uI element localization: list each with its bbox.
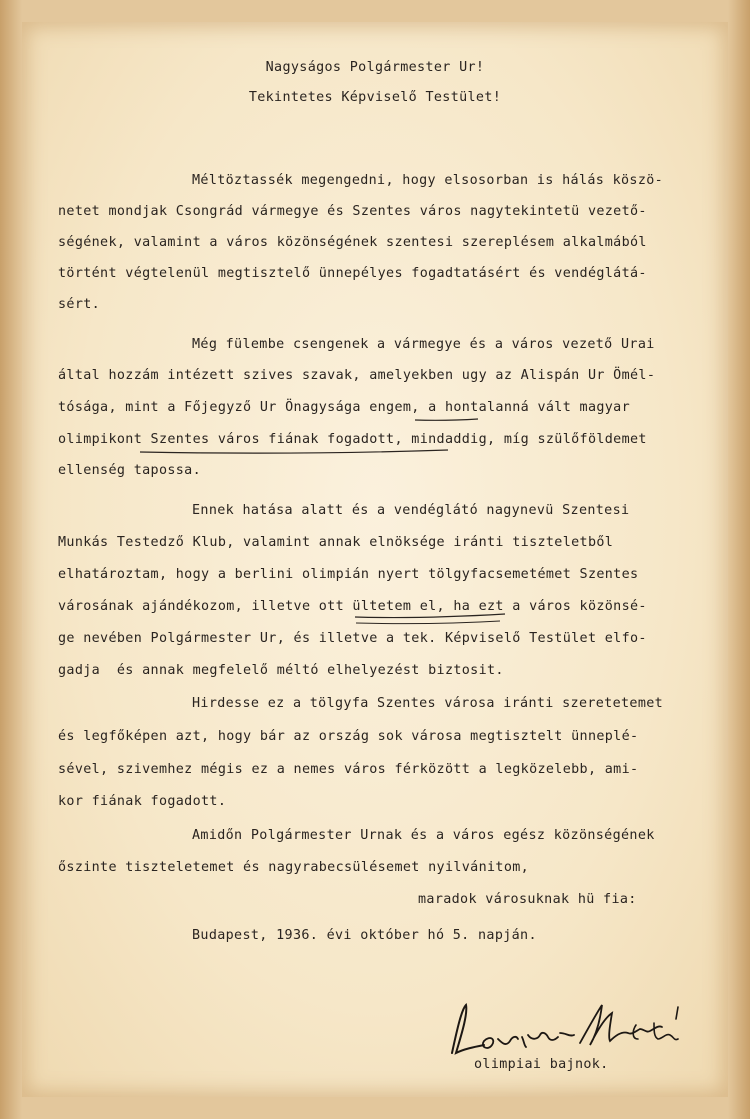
date-line: Budapest, 1936. évi október hó 5. napján. <box>192 928 537 943</box>
p4-line4: kor fiának fogadott. <box>58 794 227 809</box>
p3-line5: ge nevében Polgármester Ur, és illetve a tek. Képviselő Testület elfo- <box>58 631 647 646</box>
p3-line6: gadja és annak megfelelő méltó elhelyezést biztosit. <box>58 663 504 678</box>
p1-line4: történt végtelenül megtisztelő ünnepélyes fogadtatásért és vendéglátá- <box>58 266 647 281</box>
p2-line3: tósága, mint a Főjegyző Ur Önagysága engem, a hontalanná vált magyar <box>58 400 631 415</box>
p3-line4: városának ajándékozom, illetve ott ültetem el, ha ezt a város közönsé- <box>58 599 647 614</box>
signature-handwritten <box>440 995 710 1065</box>
salutation-mayor: Nagyságos Polgármester Ur! <box>265 60 485 75</box>
p5-line2: őszinte tiszteletemet és nagyrabecsülésemet nyilvánitom, <box>58 860 530 875</box>
p1-line5: sért. <box>58 297 101 312</box>
p2-line2: által hozzám intézett szives szavak, amelyekben ugy az Alispán Ur Ömél- <box>58 368 656 383</box>
p4-line2: és legfőképen azt, hogy bár az ország sok városa megtisztelt ünneplé- <box>58 729 639 744</box>
p1-line1: Méltöztassék megengedni, hogy elsosorban is hálás köszö- <box>192 173 664 188</box>
p3-line2: Munkás Testedző Klub, valamint annak elnöksége iránti tiszteletből <box>58 535 614 550</box>
p2-line1: Még fülembe csengenek a vármegye és a város vezető Urai <box>192 337 655 352</box>
p2-line4: olimpikont Szentes város fiának fogadott, mindaddig, míg szülőföldemet <box>58 432 647 447</box>
p1-line3: ségének, valamint a város közönségének szentesi szereplésem alkalmából <box>58 235 647 250</box>
salutation-council: Tekintetes Képviselő Testület! <box>248 90 502 105</box>
p4-line1: Hirdesse ez a tölgyfa Szentes városa iránti szeretetemet <box>192 696 664 711</box>
p5-line1: Amidőn Polgármester Urnak és a város egész közönségének <box>192 828 655 843</box>
p2-line5: ellenség tapossa. <box>58 463 202 478</box>
p5-closing: maradok városuknak hü fia: <box>418 892 637 907</box>
p3-line3: elhatároztam, hogy a berlini olimpián nyert tölgyfacsemetémet Szentes <box>58 567 639 582</box>
p4-line3: sével, szivemhez mégis ez a nemes város férközött a legközelebb, ami- <box>58 762 639 777</box>
p3-line1: Ennek hatása alatt és a vendéglátó nagynevü Szentesi <box>192 503 630 518</box>
signer-title: olimpiai bajnok. <box>474 1057 609 1072</box>
p1-line2: netet mondjak Csongrád vármegye és Szentes város nagytekintetü vezető- <box>58 204 647 219</box>
